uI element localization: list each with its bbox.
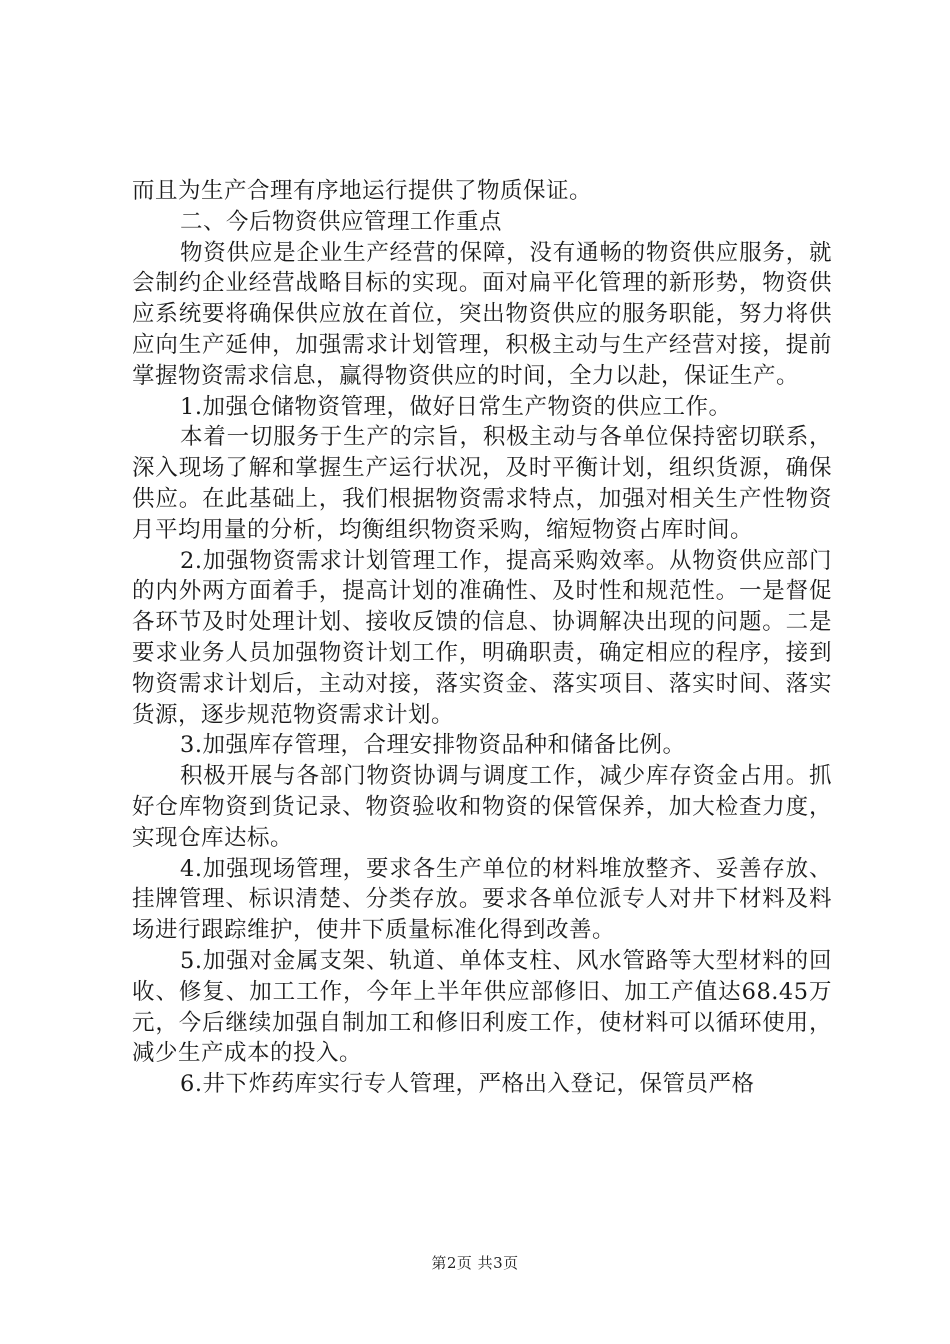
- paragraph: 物资供应是企业生产经营的保障，没有通畅的物资供应服务，就会制约企业经营战略目标的实现。面对扁平化管理的新形势，物资供应系统要将确保供应放在首位，突出物资供应的服务职能，努力将供应向生产延伸，加强需求计划管理，积极主动与生产经营对接，提前掌握物资需求信息，赢得物资供应的时间，全力以赴，保证生产。: [132, 239, 832, 389]
- list-item-paragraph: 2.加强物资需求计划管理工作，提高采购效率。从物资供应部门的内外两方面着手，提高计划的准确性、及时性和规范性。一是督促各环节及时处理计划、接收反馈的信息、协调解决出现的问题。二是要求业务人员加强物资计划工作，明确职责，确定相应的程序，接到物资需求计划后，主动对接，落实资金、落实项目、落实时间、落实货源，逐步规范物资需求计划。: [132, 547, 832, 728]
- paragraph-continuation: 而且为生产合理有序地运行提供了物质保证。: [132, 178, 593, 204]
- page-number-footer: 第2页 共3页: [431, 1254, 519, 1272]
- paragraph: 积极开展与各部门物资协调与调度工作，减少库存资金占用。抓好仓库物资到货记录、物资验收和物资的保管保养，加大检查力度，实现仓库达标。: [132, 763, 832, 851]
- section-heading: 二、今后物资供应管理工作重点: [180, 208, 503, 235]
- list-item-heading: 1.加强仓储物资管理，做好日常生产物资的供应工作。: [180, 393, 732, 420]
- list-item-paragraph: 4.加强现场管理，要求各生产单位的材料堆放整齐、妥善存放、挂牌管理、标识清楚、分类存放。要求各单位派专人对井下材料及料场进行跟踪维护，使井下质量标准化得到改善。: [132, 855, 832, 944]
- list-item-heading: 3.加强库存管理，合理安排物资品种和储备比例。: [180, 732, 686, 759]
- document-body: [132, 176, 832, 1100]
- list-item-paragraph: 6.井下炸药库实行专人管理，严格出入登记，保管员严格: [180, 1071, 755, 1098]
- list-item-paragraph: 5.加强对金属支架、轨道、单体支柱、风水管路等大型材料的回收、修复、加工工作，今年上半年供应部修旧、加工产值达68.45万元，今后继续加强自制加工和修旧利废工作，使材料可以循环使用，减少生产成本的投入。: [132, 947, 832, 1067]
- paragraph: 本着一切服务于生产的宗旨，积极主动与各单位保持密切联系，深入现场了解和掌握生产运行状况，及时平衡计划，组织货源，确保供应。在此基础上，我们根据物资需求特点，加强对相关生产性物资月平均用量的分析，均衡组织物资采购，缩短物资占库时间。: [132, 424, 832, 543]
